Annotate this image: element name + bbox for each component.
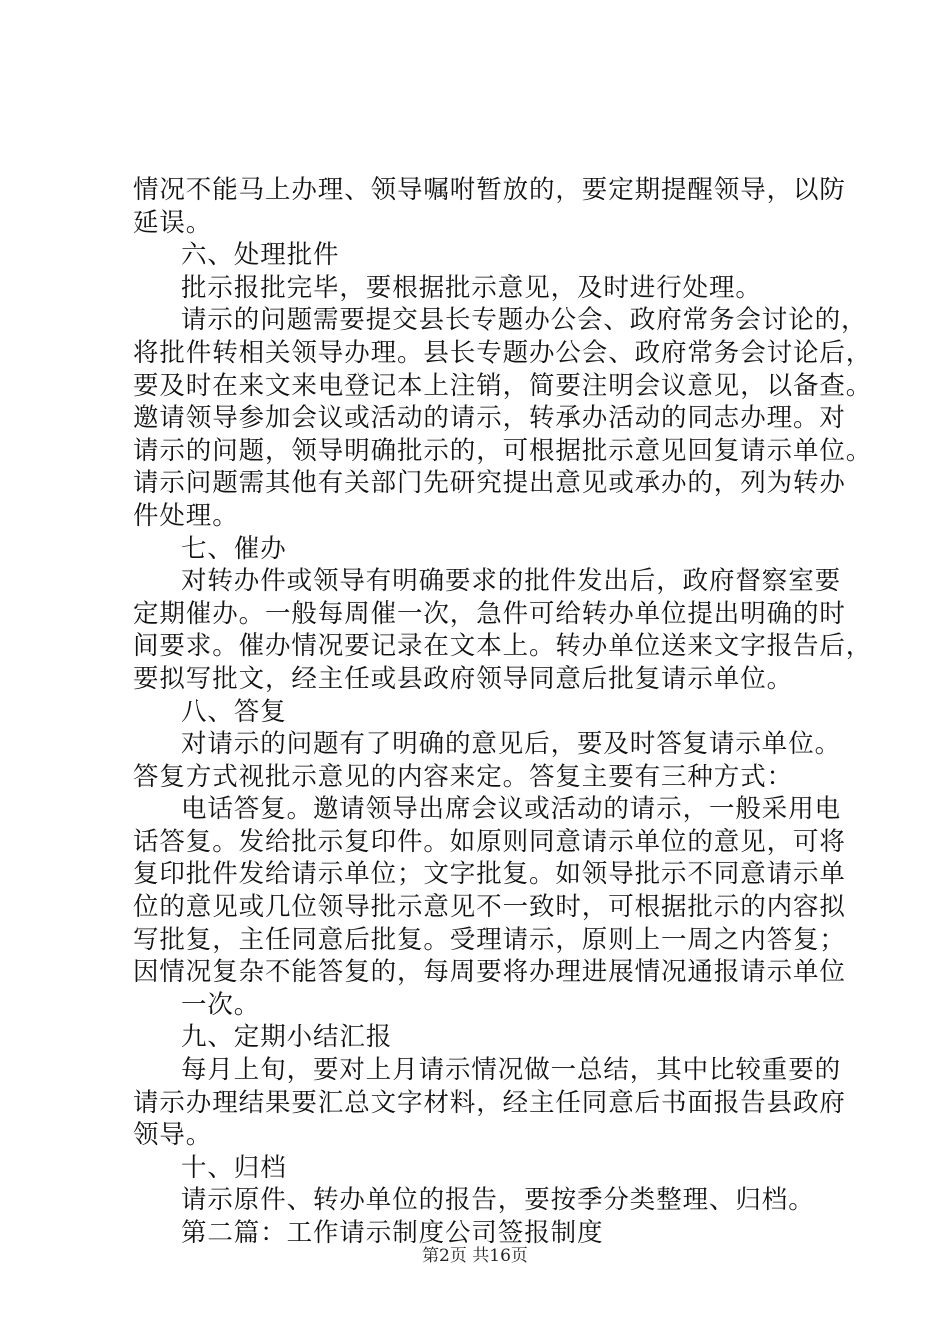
text-line: 每月上旬，要对上月请示情况做一总结，其中比较重要的 [181, 1055, 842, 1086]
text-line: 对转办件或领导有明确要求的批件发出后，政府督察室要 [181, 566, 842, 597]
text-line: 延误。 [133, 207, 213, 238]
text-line: 第二篇：工作请示制度公司签报制度 [181, 1218, 604, 1248]
text-line: 情况不能马上办理、领导嘱咐暂放的，要定期提醒领导，以防 [133, 175, 846, 205]
text-line: 定期催办。一般每周催一次，急件可给转办单位提出明确的时 [133, 598, 846, 629]
page-number: 第2页 共16页 [422, 1246, 528, 1266]
text-line: 答复方式视批示意见的内容来定。答复主要有三种方式： [133, 761, 794, 792]
text-line: 复印批件发给请示单位；文字批复。如领导批示不同意请示单 [133, 859, 846, 890]
text-line: 要拟写批文，经主任或县政府领导同意后批复请示单位。 [133, 663, 794, 694]
text-line: 领导。 [133, 1120, 213, 1151]
text-line: 邀请领导参加会议或活动的请示，转承办活动的同志办理。对 [133, 403, 846, 434]
text-line: 请示问题需其他有关部门先研究提出意见或承办的，列为转办 [133, 468, 846, 499]
text-line: 因情况复杂不能答复的，每周要将办理进展情况通报请示单位 [133, 957, 846, 988]
text-line: 间要求。催办情况要记录在文本上。转办单位送来文字报告后， [133, 631, 873, 662]
text-line: 十、归档 [181, 1152, 287, 1183]
text-line: 对请示的问题有了明确的意见后，要及时答复请示单位。 [181, 729, 842, 760]
text-line: 八、答复 [181, 696, 287, 727]
text-line: 话答复。发给批示复印件。如原则同意请示单位的意见，可将 [133, 826, 846, 857]
text-line: 批示报批完毕，要根据批示意见，及时进行处理。 [181, 272, 762, 303]
page-footer [0, 1241, 950, 1266]
text-line: 六、处理批件 [181, 240, 340, 271]
text-line: 七、催办 [181, 533, 287, 564]
text-line: 位的意见或几位领导批示意见不一致时，可根据批示的内容拟 [133, 892, 846, 923]
text-line: 要及时在来文来电登记本上注销，简要注明会议意见，以备查。 [133, 370, 873, 401]
document-body [133, 174, 873, 1250]
text-line: 请示的问题需要提交县长专题办公会、政府常务会讨论的， [181, 305, 868, 336]
text-line: 写批复，主任同意后批复。受理请示，原则上一周之内答复； [133, 924, 846, 955]
text-line: 电话答复。邀请领导出席会议或活动的请示，一般采用电 [181, 794, 842, 825]
text-line: 一次。 [181, 989, 261, 1020]
text-line: 请示的问题，领导明确批示的，可根据批示意见回复请示单位。 [133, 435, 873, 466]
text-line: 请示原件、转办单位的报告，要按季分类整理、归档。 [181, 1185, 815, 1216]
text-line: 九、定期小结汇报 [181, 1022, 393, 1053]
text-line: 将批件转相关领导办理。县长专题办公会、政府常务会讨论后， [133, 337, 873, 368]
text-line: 件处理。 [133, 500, 239, 531]
text-line: 请示办理结果要汇总文字材料，经主任同意后书面报告县政府 [133, 1087, 846, 1118]
